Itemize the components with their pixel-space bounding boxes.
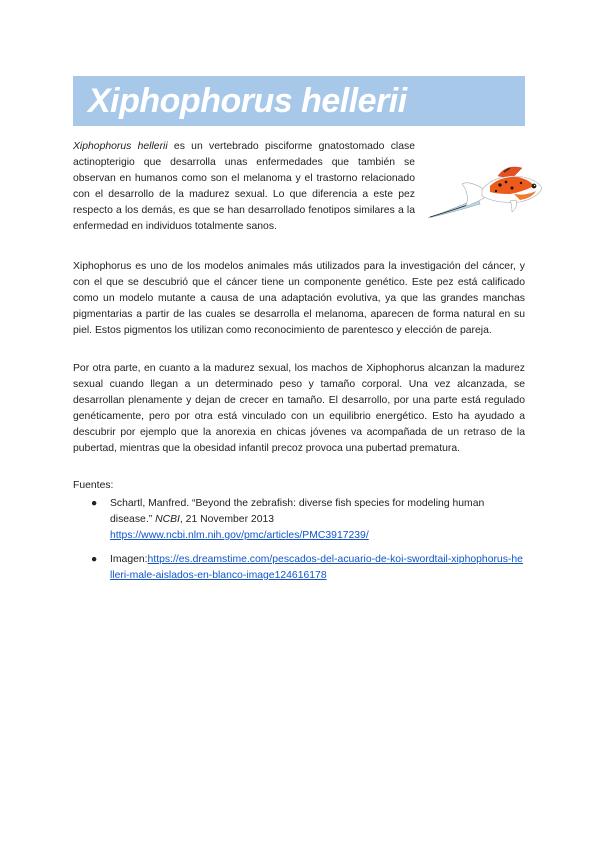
intro-paragraph [73, 139, 415, 235]
sexual-maturity-paragraph: Por otra parte, en cuanto a la madurez sexual, los machos de Xiphophorus alcanzan la madurez sexual cuando llegan a un determinado peso y tamaño corporal. Una vez alcanzada, se desarrollan plenamente y dejan de crecer en tamaño. El desarrollo, por una parte está regulado genéticamente, pero por otra está vinculado con un equilibrio energético. Esto ha ayudado a descubrir por ejemplo que la anorexia en chicas jóvenes va acompañada de un retraso de la pubertad, mientras que la obesidad infantil precoz provoca una pubertad prematura. [73, 363, 525, 454]
citation-text: Schartl, Manfred. “Beyond the zebrafish: diverse fish species for modeling human disease.” [110, 498, 485, 525]
swordtail-fish-image [426, 158, 544, 228]
species-name: Xiphophorus hellerii [73, 141, 168, 152]
sources-label: Fuentes: [73, 480, 114, 491]
image-source-label: Imagen: [110, 554, 148, 565]
fish-caudal-fin [462, 183, 484, 206]
image-source-link[interactable]: https://es.dreamstime.com/pescados-del-acuario-de-koi-swordtail-xiphophorus-helleri-male-aislados-en-blanco-image124616178 [110, 554, 523, 581]
source-item [73, 552, 525, 584]
source-item [73, 496, 525, 544]
title-banner [73, 76, 525, 126]
sources-list [73, 496, 525, 584]
bullet-icon: ● [91, 498, 98, 509]
bullet-icon: ● [91, 554, 98, 565]
citation-link[interactable]: https://www.ncbi.nlm.nih.gov/pmc/articles/PMC3917239/ [110, 530, 369, 541]
page-title: Xiphophorus hellerii [88, 82, 407, 120]
citation-journal: NCBI [155, 514, 180, 525]
sources-section [73, 478, 525, 592]
intro-text: es un vertebrado pisciforme gnatostomado clase actinopterigio que desarrolla unas enfermedades que también se observan en humanos como son el melanoma y el trastorno relacionado con el desarrollo de la madurez sexual. Lo que diferencia a este pez respecto a los demás, es que se han desarrollado fenotipos similares a la enfermedad en individuos totalmente sanos. [73, 141, 415, 232]
fish-eye [532, 184, 537, 189]
cancer-model-paragraph: Xiphophorus es uno de los modelos animales más utilizados para la investigación del cáncer, y con el que se descubrió que el cáncer tiene un componente genético. Este pez está calificado como un modelo mutante a causa de una adaptación evolutiva, ya que las grandes manchas pigmentarias a partir de las cuales se desarrolla el melanoma, aparecen de forma natural en su piel. Estos pigmentos los utilizan como reconocimiento de parentesco y elección de pareja. [73, 261, 525, 336]
citation-date: , 21 November 2013 [179, 514, 275, 525]
